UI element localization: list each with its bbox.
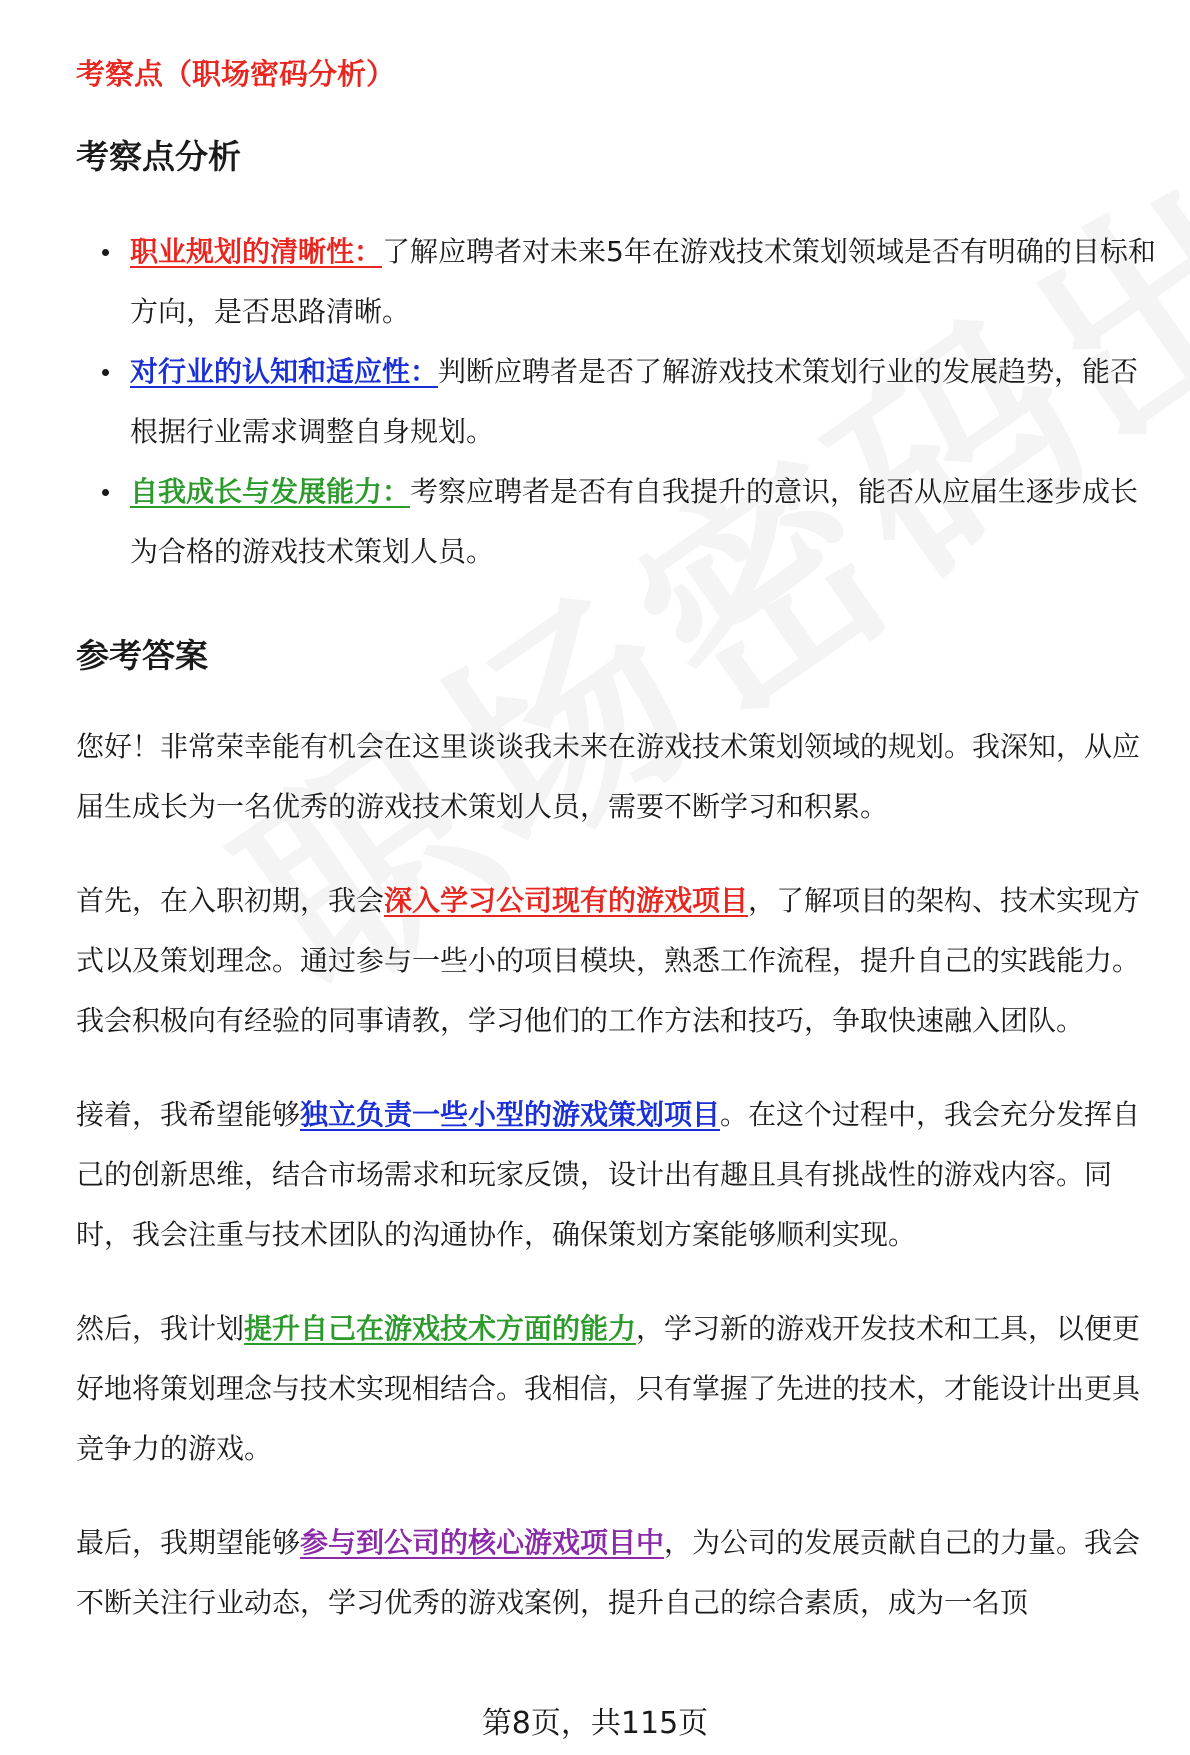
analysis-point [76,222,1166,342]
paragraph-text: 最后，我期望能够 [76,1526,301,1559]
paragraph-text: 首先，在入职初期，我会 [76,884,385,917]
intro-paragraph: 您好！非常荣幸能有机会在这里谈谈我未来在游戏技术策划领域的规划。我深知，从应届生成长为一名优秀的游戏技术策划人员，需要不断学习和积累。 [76,730,1141,823]
page-number-footer: 第8页，共115页 [481,1706,709,1741]
paragraph-highlight: 参与到公司的核心游戏项目中 [300,1526,665,1559]
paragraph-highlight: 提升自己在游戏技术方面的能力 [244,1312,637,1345]
answer-heading: 参考答案 [76,636,208,675]
page-content [76,52,1166,1633]
section-kicker: 考察点（职场密码分析） [76,57,396,91]
paragraph-text: ，为公司的发展贡献自己的力量。我会不断关注行业动态，学习优秀的游戏案例，提升自己的综合素质，成为一名顶 [76,1526,1141,1619]
paragraph-text: ，了解项目的架构、技术实现方式以及策划理念。通过参与一些小的项目模块，熟悉工作流程，提升自己的实践能力。我会积极向有经验的同事请教，学习他们的工作方法和技巧，争取快速融入团队。 [76,884,1141,1037]
answer-paragraph [76,871,1166,1051]
paragraph-text: ，学习新的游戏开发技术和工具，以便更好地将策划理念与技术实现相结合。我相信，只有掌握了先进的技术，才能设计出更具竞争力的游戏。 [76,1312,1141,1465]
point-text: 考察应聘者是否有自我提升的意识，能否从应届生逐步成长为合格的游戏技术策划人员。 [130,475,1139,568]
analysis-heading: 考察点分析 [76,137,241,176]
point-text: 了解应聘者对未来5年在游戏技术策划领域是否有明确的目标和方向，是否思路清晰。 [130,235,1156,328]
paragraph-text: 然后，我计划 [76,1312,245,1345]
answer-paragraph [76,1513,1166,1633]
analysis-point [76,342,1166,462]
analysis-points-list [76,222,1166,582]
analysis-point [76,462,1166,582]
paragraph-text: 。在这个过程中，我会充分发挥自己的创新思维，结合市场需求和玩家反馈，设计出有趣且具有挑战性的游戏内容。同时，我会注重与技术团队的沟通协作，确保策划方案能够顺利实现。 [76,1098,1141,1251]
answer-paragraph [76,1299,1166,1479]
paragraph-highlight: 独立负责一些小型的游戏策划项目 [300,1098,721,1131]
point-label: 自我成长与发展能力： [130,475,411,508]
point-label: 对行业的认知和适应性： [130,355,439,388]
answer-paragraph [76,1085,1166,1265]
paragraph-highlight: 深入学习公司现有的游戏项目 [384,884,749,917]
paragraph-text: 接着，我希望能够 [76,1098,301,1131]
point-label: 职业规划的清晰性： [130,235,383,268]
point-text: 判断应聘者是否了解游戏技术策划行业的发展趋势，能否根据行业需求调整自身规划。 [130,355,1139,448]
